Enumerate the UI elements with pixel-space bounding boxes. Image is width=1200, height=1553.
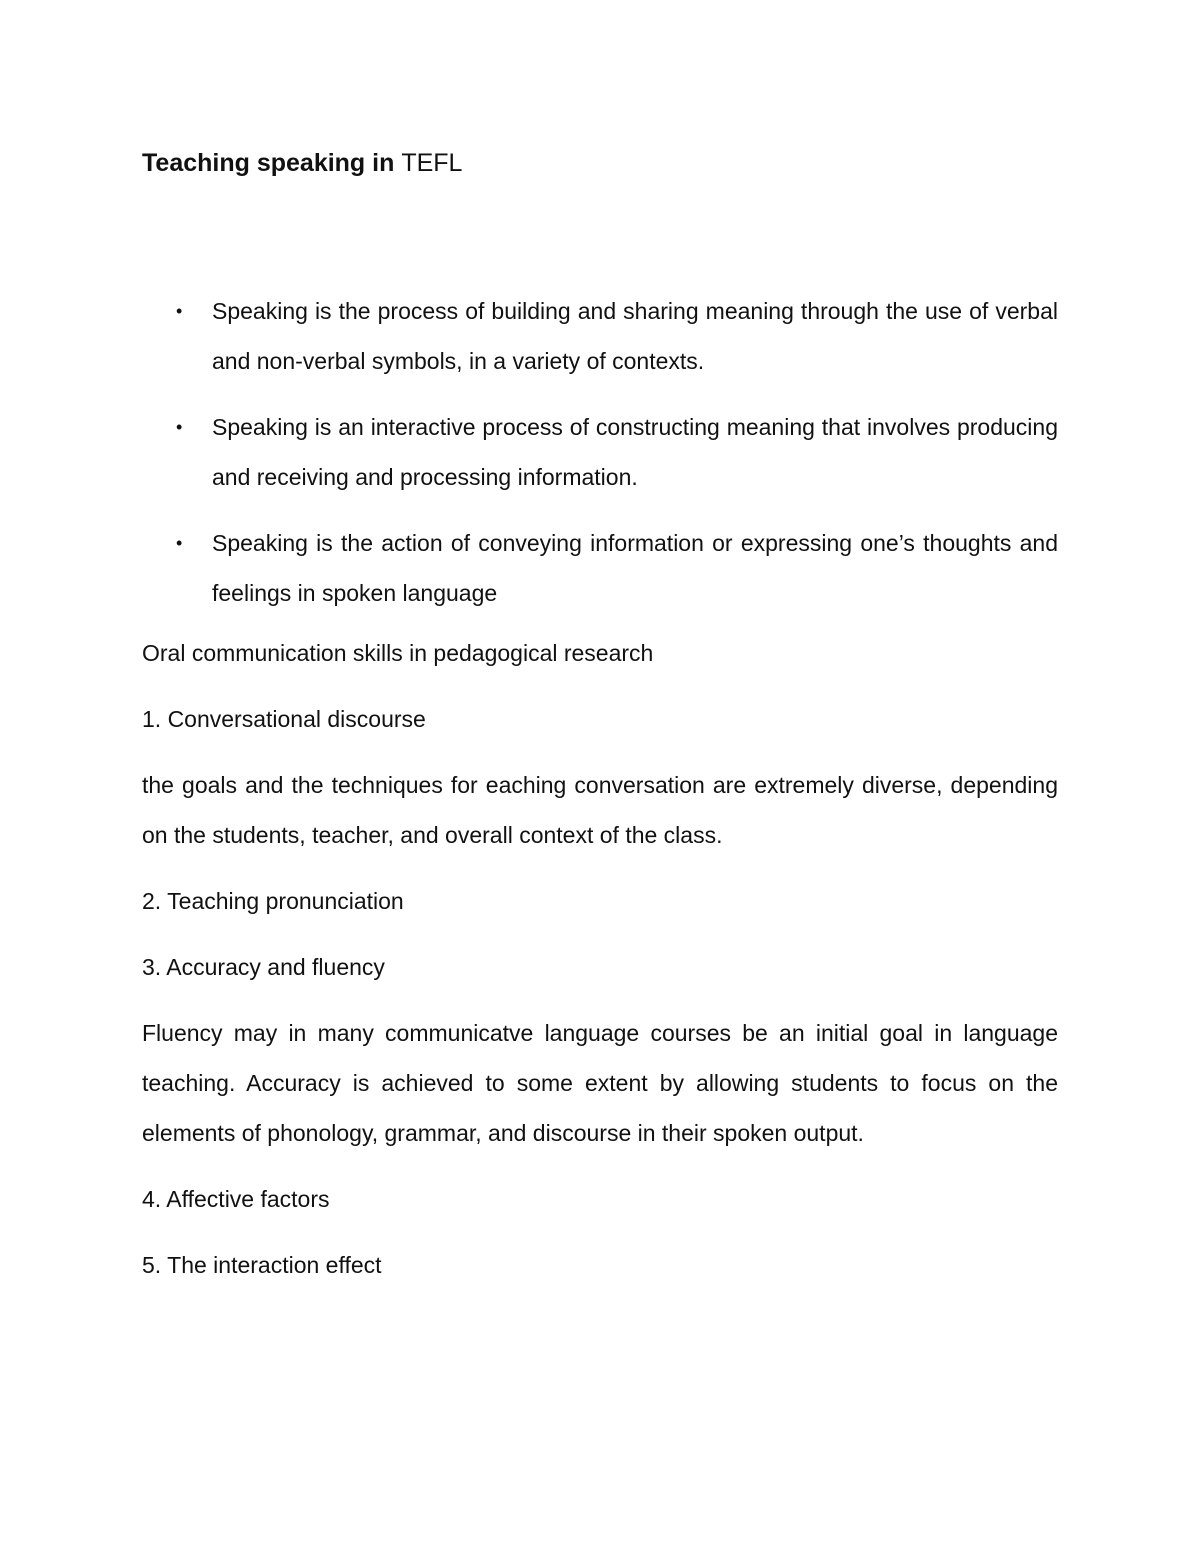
item-3-heading: 3. Accuracy and fluency — [142, 954, 385, 980]
bullet-item — [142, 518, 1058, 618]
bullet-item — [142, 286, 1058, 386]
item-3-paragraph: Fluency may in many communicatve language courses be an initial goal in language teaching. Accuracy is achieved to some extent by allowing students to focus on the elements of phonology, grammar, and discourse in their spoken output. — [142, 1020, 1058, 1146]
bullet-dot-icon: • — [176, 533, 183, 553]
section-heading: Oral communication skills in pedagogical research — [142, 640, 654, 666]
bullet-text: Speaking is an interactive process of constructing meaning that involves producing and receiving and processing information. — [212, 414, 1058, 490]
item-1-heading: 1. Conversational discourse — [142, 706, 426, 732]
bullet-item — [142, 402, 1058, 502]
bullet-dot-icon: • — [176, 417, 183, 437]
item-2-heading: 2. Teaching pronunciation — [142, 888, 404, 914]
document-body — [142, 628, 1058, 1306]
item-5-heading: 5. The interaction effect — [142, 1252, 382, 1278]
title-rest-text: TEFL — [401, 149, 463, 177]
document-title — [142, 146, 1058, 180]
bullet-dot-icon: • — [176, 301, 183, 321]
document-content — [142, 146, 1058, 1278]
definition-bullet-list — [142, 286, 1058, 634]
item-1-paragraph: the goals and the techniques for eaching conversation are extremely diverse, depending on the students, teacher, and overall context of the class. — [142, 772, 1058, 848]
bullet-text: Speaking is the action of conveying information or expressing one’s thoughts and feelings in spoken language — [212, 530, 1058, 606]
item-4-heading: 4. Affective factors — [142, 1186, 330, 1212]
title-bold-text: Teaching speaking in — [142, 149, 395, 177]
bullet-text: Speaking is the process of building and sharing meaning through the use of verbal and non-verbal symbols, in a variety of contexts. — [212, 298, 1058, 374]
